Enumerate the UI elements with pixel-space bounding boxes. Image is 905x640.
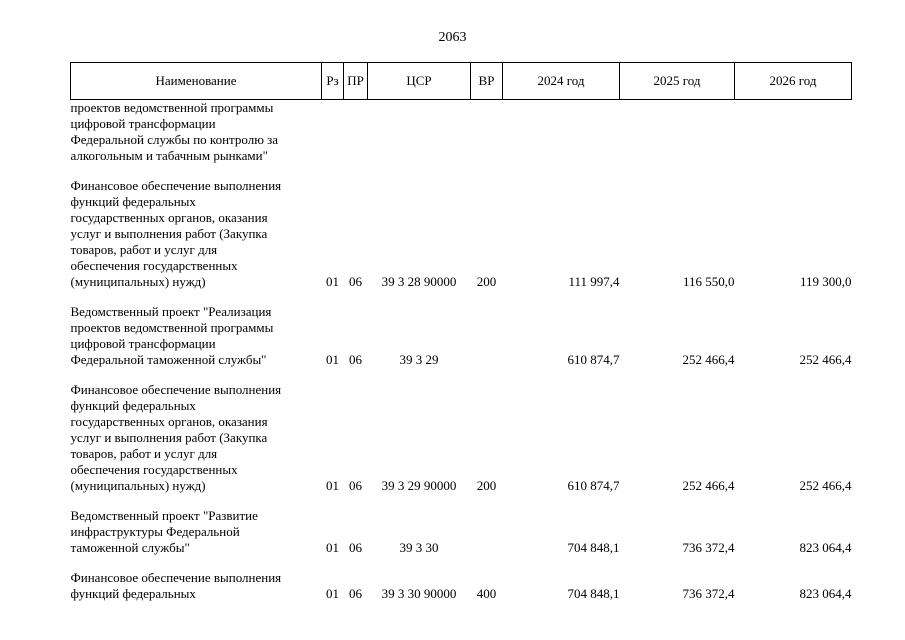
row-2026: 252 466,4 — [799, 352, 852, 367]
row-name-line: услуг и выполнения работ (Закупка — [70, 430, 268, 445]
row-rz — [322, 100, 344, 165]
row-vr: 200 — [476, 478, 497, 493]
table-row — [71, 290, 852, 368]
header-2024: 2024 год — [503, 63, 620, 100]
row-vr — [471, 290, 503, 368]
table-header — [71, 63, 852, 100]
row-csr: 39 3 28 90000 — [381, 274, 457, 289]
row-name-line: Ведомственный проект "Реализация — [70, 304, 272, 319]
row-2025: 252 466,4 — [682, 352, 735, 367]
row-2025: 736 372,4 — [682, 586, 735, 601]
row-name-line: товаров, работ и услуг для — [70, 242, 218, 257]
row-name-line: цифровой трансформации — [70, 116, 216, 131]
table-row — [71, 100, 852, 165]
header-csr: ЦСР — [368, 63, 471, 100]
row-name-line: функций федеральных — [70, 194, 196, 209]
row-name-line: государственных органов, оказания — [70, 210, 268, 225]
row-2025: 116 550,0 — [682, 274, 735, 289]
row-name-line: алкогольным и табачным рынками" — [70, 148, 268, 163]
row-name-line: государственных органов, оказания — [70, 414, 268, 429]
header-rz: Рз — [322, 63, 344, 100]
row-2024: 111 997,4 — [568, 274, 620, 289]
row-2024 — [503, 100, 620, 165]
row-name-line: инфраструктуры Федеральной — [70, 524, 240, 539]
row-2026: 823 064,4 — [799, 586, 852, 601]
table-row — [71, 368, 852, 494]
row-2025 — [620, 100, 735, 165]
row-name-line: услуг и выполнения работ (Закупка — [70, 226, 268, 241]
row-rz: 01 — [326, 540, 339, 555]
table-row — [71, 164, 852, 290]
row-pr: 06 — [349, 274, 362, 289]
row-name-line: Финансовое обеспечение выполнения — [70, 178, 282, 193]
row-name-line: (муниципальных) нужд) — [70, 478, 206, 493]
row-rz: 01 — [326, 586, 339, 601]
page-number: 2063 — [438, 30, 467, 45]
row-csr — [368, 100, 471, 165]
row-name-line: Ведомственный проект "Развитие — [70, 508, 258, 523]
row-vr: 200 — [476, 274, 497, 289]
table-body — [71, 100, 852, 603]
row-2026: 252 466,4 — [799, 478, 852, 493]
row-name-line: Федеральной службы по контролю за — [70, 132, 279, 147]
row-name-line: Финансовое обеспечение выполнения — [70, 382, 282, 397]
row-name-line: функций федеральных — [70, 586, 196, 601]
row-name-line: проектов ведомственной программы — [70, 320, 274, 335]
row-2025: 736 372,4 — [682, 540, 735, 555]
row-name — [71, 368, 322, 494]
row-rz: 01 — [326, 478, 339, 493]
row-pr: 06 — [349, 352, 362, 367]
row-2025: 252 466,4 — [682, 478, 735, 493]
table-row — [71, 494, 852, 556]
row-name-line: таможенной службы" — [70, 540, 190, 555]
row-name — [71, 100, 322, 165]
row-2024: 704 848,1 — [567, 540, 620, 555]
row-2026: 823 064,4 — [799, 540, 852, 555]
row-name-line: функций федеральных — [70, 398, 196, 413]
row-rz: 01 — [326, 274, 339, 289]
row-pr: 06 — [349, 540, 362, 555]
row-name-line: проектов ведомственной программы — [70, 100, 274, 115]
header-vr: ВР — [471, 63, 503, 100]
row-pr — [344, 100, 368, 165]
row-2024: 610 874,7 — [567, 478, 620, 493]
row-name — [71, 164, 322, 290]
row-name-line: цифровой трансформации — [70, 336, 216, 351]
row-pr: 06 — [349, 478, 362, 493]
row-name-line: Федеральной таможенной службы" — [70, 352, 267, 367]
row-csr: 39 3 29 — [399, 352, 439, 367]
row-2026: 119 300,0 — [799, 274, 852, 289]
row-csr: 39 3 29 90000 — [381, 478, 457, 493]
row-vr: 400 — [476, 586, 497, 601]
header-name: Наименование — [71, 63, 322, 100]
row-name-line: (муниципальных) нужд) — [70, 274, 206, 289]
row-csr: 39 3 30 90000 — [381, 586, 457, 601]
row-csr: 39 3 30 — [399, 540, 439, 555]
header-2026: 2026 год — [735, 63, 852, 100]
row-name-line: товаров, работ и услуг для — [70, 446, 218, 461]
row-name-line: обеспечения государственных — [70, 462, 238, 477]
row-2026 — [735, 100, 852, 165]
row-rz: 01 — [326, 352, 339, 367]
row-name — [71, 494, 322, 556]
budget-table — [70, 62, 852, 602]
header-2025: 2025 год — [620, 63, 735, 100]
row-name-line: Финансовое обеспечение выполнения — [70, 570, 282, 585]
row-name — [71, 290, 322, 368]
header-pr: ПР — [344, 63, 368, 100]
row-2024: 704 848,1 — [567, 586, 620, 601]
row-vr — [471, 494, 503, 556]
table-row — [71, 556, 852, 602]
row-pr: 06 — [349, 586, 362, 601]
row-vr — [471, 100, 503, 165]
row-name-line: обеспечения государственных — [70, 258, 238, 273]
row-name — [71, 556, 322, 602]
row-2024: 610 874,7 — [567, 352, 620, 367]
